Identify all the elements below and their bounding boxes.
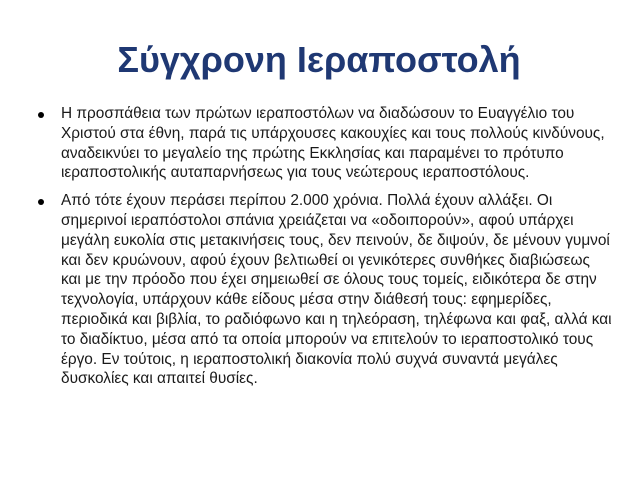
bullet-text: Η προσπάθεια των πρώτων ιεραποστόλων να διαδώσουν το Ευαγγέλιο του Χριστού στα έθνη, παρά τις υπάρχουσες κακουχίες και τους πολλούς κινδύνους, αναδεικνύει το μεγαλείο της πρώτης Εκκλησίας και παραμένει το πρότυπο ιεραποστολικής αυταπαρνήσεως για τους νεώτερους ιεραποστόλους. [61,105,605,182]
bullet-dot-icon [38,112,44,118]
bullet-list [38,104,612,397]
bullet-item [38,191,612,389]
bullet-dot-icon [38,199,44,205]
bullet-text: Από τότε έχουν περάσει περίπου 2.000 χρόνια. Πολλά έχουν αλλάξει. Οι σημερινοί ιεραπόστολοι σπάνια χρειάζεται να «οδοιπορούν», αφού υπάρχει μεγάλη ευκολία στις μετακινήσεις τους, δεν πεινούν, δε διψούν, δε μένουν γυμνοί και δεν κρυώνουν, αφού έχουν βελτιωθεί οι γενικότερες συνθήκες διαβιώσεως και με την πρόοδο που έχει σημειωθεί σε όλους τους τομείς, ειδικότερα δε στην τεχνολογία, υπάρχουν κάθε είδους μέσα στην διάθεσή τους: εφημερίδες, περιοδικά και βιβλία, το ραδιόφωνο και η τηλεόραση, τηλέφωνα και φαξ, αλλά και το διαδίκτυο, μέσα από τα οποία μπορούν να επιτελούν το ιεραποστολικό τους έργο. Εν τούτοις, η ιεραποστολική διακονία πολύ συχνά συναντά μεγάλες δυσκολίες και απαιτεί θυσίες. [61,192,612,388]
bullet-item [38,104,612,183]
slide-title: Σύγχρονη Ιεραποστολή [117,39,521,80]
